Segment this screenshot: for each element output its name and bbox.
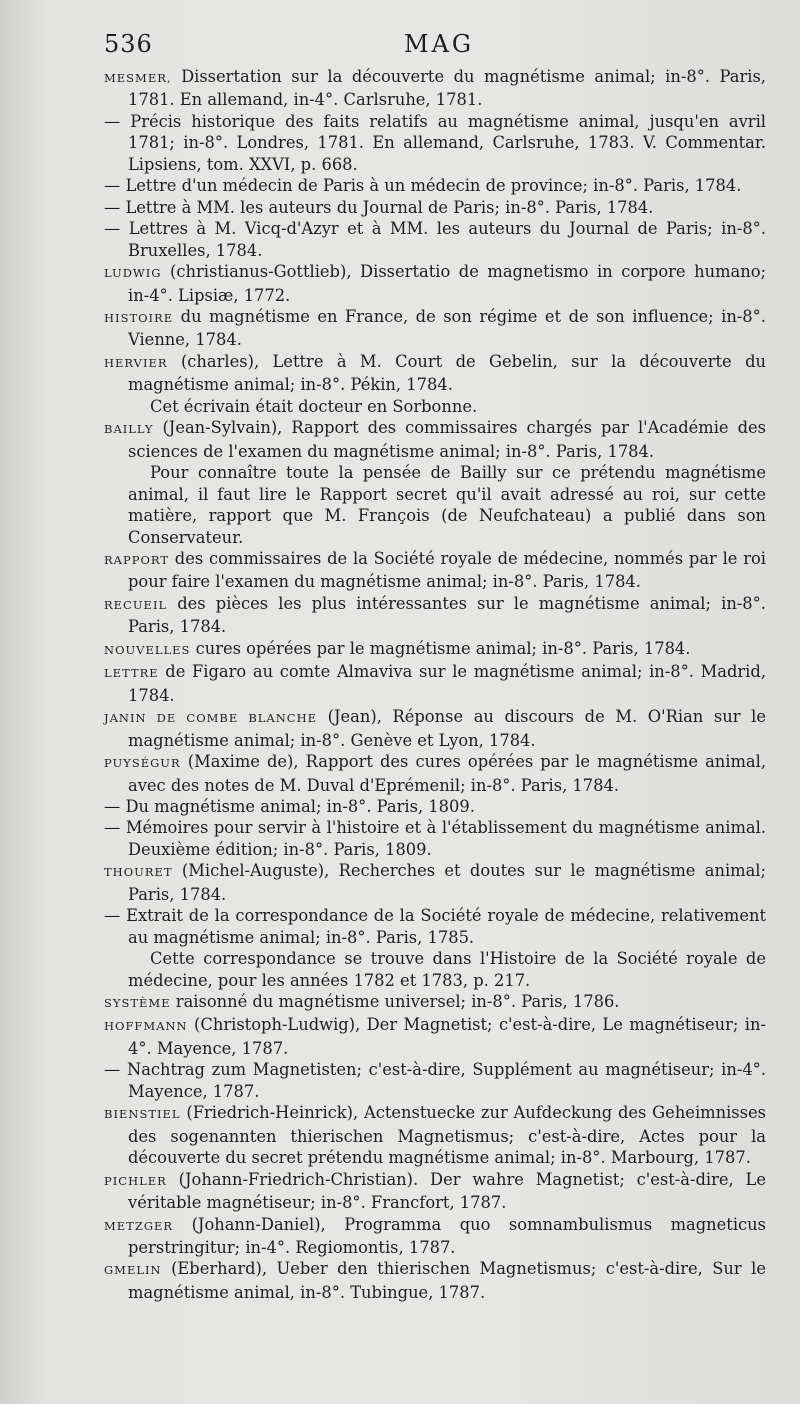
entry-note bbox=[104, 462, 766, 548]
entry-text: (Christoph-Ludwig), Der Magnetist; c'est-à-dire, Le magnétiseur; in-4°. Mayence, 1787. bbox=[128, 1015, 766, 1058]
entry-text: Cette correspondance se trouve dans l'Histoire de la Société royale de médecine, pour les années 1782 et 1783, p. 217. bbox=[128, 949, 766, 990]
bibliography-entry bbox=[104, 593, 766, 638]
bibliography-entry bbox=[104, 261, 766, 306]
entry-text: — Lettres à M. Vicq-d'Azyr et à MM. les auteurs du Journal de Paris; in-8°. Bruxelles, 1784. bbox=[104, 219, 766, 260]
bibliography-entry bbox=[104, 860, 766, 905]
entry-heading: BIENSTIEL bbox=[104, 1107, 181, 1122]
entry-text: (charles), Lettre à M. Court de Gebelin, sur la découverte du magnétisme animal; in-8°. Pékin, 1784. bbox=[128, 351, 766, 395]
entry-text: — Extrait de la correspondance de la Société royale de médecine, relativement au magnétisme animal; in-8°. Paris, 1785. bbox=[104, 906, 766, 947]
entry-text: des pièces les plus intéressantes sur le magnétisme animal; in-8°. Paris, 1784. bbox=[128, 593, 766, 637]
bibliography-entry bbox=[104, 751, 766, 796]
entry-heading: BAILLY bbox=[104, 422, 154, 437]
running-head: MAG bbox=[404, 30, 475, 58]
bibliography-entry bbox=[104, 661, 766, 706]
entry-text: raisonné du magnétisme universel; in-8°. Paris, 1786. bbox=[175, 992, 620, 1012]
entry-text: Pour connaître toute la pensée de Bailly sur ce prétendu magnétisme animal, il faut lire le Rapport secret qu'il avait adressé au roi, sur cette matière, rapport que M. François (de Neufchateau) a publié dans son Conservateur. bbox=[128, 463, 766, 547]
bibliography-entry bbox=[104, 1102, 766, 1168]
entry-text: (Eberhard), Ueber den thierischen Magnetismus; c'est-à-dire, Sur le magnétisme animal, in-8°. Tubingue, 1787. bbox=[128, 1259, 766, 1302]
entry-text: (Friedrich-Heinrick), Actenstuecke zur Aufdeckung des Geheimnisses des sogenannten thierischen Magnetismus; c'est-à-dire, Actes pour la découverte du secret prétendu magnétisme animal; in-8°. Marbourg, 1787. bbox=[128, 1103, 766, 1168]
entry-heading: LETTRE bbox=[104, 666, 159, 681]
entry-heading: HISTOIRE bbox=[104, 310, 174, 325]
entry-heading: HERVIER bbox=[104, 355, 168, 370]
entry-heading: SYSTÈME bbox=[104, 996, 171, 1011]
entry-text: (Johann-Daniel), Programma quo somnambulismus magneticus perstringitur; in-4°. Regiomontis, 1787. bbox=[128, 1214, 766, 1258]
bibliography-entry bbox=[104, 66, 766, 111]
entry-text: (Jean), Réponse au discours de M. O'Rian sur le magnétisme animal; in-8°. Genève et Lyon, 1784. bbox=[128, 707, 766, 750]
entry-text: cures opérées par le magnétisme animal; in-8°. Paris, 1784. bbox=[195, 638, 691, 658]
entry-text: des commissaires de la Société royale de médecine, nommés par le roi pour faire l'examen du magnétisme animal; in-8°. Paris, 1784. bbox=[128, 548, 766, 592]
entry-text: — Lettre d'un médecin de Paris à un médecin de province; in-8°. Paris, 1784. bbox=[104, 176, 742, 196]
bibliography-entry bbox=[104, 548, 766, 593]
bibliography-entry bbox=[104, 796, 766, 817]
entry-heading: METZGER bbox=[104, 1218, 174, 1233]
bibliography-entry bbox=[104, 218, 766, 261]
bibliography-entry bbox=[104, 197, 766, 218]
entry-text: (Johann-Friedrich-Christian). Der wahre Magnetist; c'est-à-dire, Le véritable magnétiseur; in-8°. Francfort, 1787. bbox=[128, 1169, 766, 1213]
entry-heading: PUYSÉGUR bbox=[104, 756, 181, 771]
entry-heading: HOFFMANN bbox=[104, 1019, 188, 1034]
entry-text: (Michel-Auguste), Recherches et doutes sur le magnétisme animal; Paris, 1784. bbox=[128, 861, 766, 904]
bibliography-entry bbox=[104, 1014, 766, 1059]
entry-heading: NOUVELLES bbox=[104, 642, 191, 657]
entry-heading: GMELIN bbox=[104, 1263, 162, 1278]
entry-text: de Figaro au comte Almaviva sur le magnétisme animal; in-8°. Madrid, 1784. bbox=[128, 662, 766, 705]
entry-text: — Du magnétisme animal; in-8°. Paris, 1809. bbox=[104, 796, 475, 816]
bibliography-entry bbox=[104, 817, 766, 860]
entry-text: Cet écrivain était docteur en Sorbonne. bbox=[150, 396, 478, 416]
bibliography-entry bbox=[104, 417, 766, 462]
bibliography-entry bbox=[104, 1258, 766, 1303]
entry-heading: JANIN DE COMBE BLANCHE bbox=[104, 711, 318, 726]
bibliography-entry bbox=[104, 991, 766, 1014]
bibliography-entry bbox=[104, 706, 766, 751]
page-header bbox=[104, 30, 766, 66]
bibliography-entry bbox=[104, 111, 766, 175]
entry-text: du magnétisme en France, de son régime et de son influence; in-8°. Vienne, 1784. bbox=[128, 306, 766, 350]
entry-text: — Précis historique des faits relatifs au magnétisme animal, jusqu'en avril 1781; in-8°. Londres, 1781. En allemand, Carlsruhe, 1783. V. Commentar. Lipsiens, tom. XXVI, p. 668. bbox=[104, 111, 766, 174]
bibliography-entry bbox=[104, 306, 766, 351]
entry-text: (Maxime de), Rapport des cures opérées par le magnétisme animal, avec des notes de M. Duval d'Eprémenil; in-8°. Paris, 1784. bbox=[128, 752, 766, 795]
bibliography-entry bbox=[104, 1169, 766, 1214]
bibliography-entry bbox=[104, 638, 766, 661]
bibliography-entry bbox=[104, 1214, 766, 1259]
entry-heading: RAPPORT bbox=[104, 552, 169, 567]
page-number: 536 bbox=[104, 30, 153, 58]
bibliography-entry bbox=[104, 1059, 766, 1102]
entry-text: — Lettre à MM. les auteurs du Journal de Paris; in-8°. Paris, 1784. bbox=[104, 197, 654, 217]
bibliography-entry bbox=[104, 905, 766, 948]
entry-heading: PICHLER bbox=[104, 1173, 167, 1188]
entry-heading: MESMER, bbox=[104, 71, 172, 85]
entry-text: (christianus-Gottlieb), Dissertatio de magnetismo in corpore humano; in-4°. Lipsiæ, 1772. bbox=[128, 262, 766, 305]
entry-text: — Mémoires pour servir à l'histoire et à l'établissement du magnétisme animal. Deuxième édition; in-8°. Paris, 1809. bbox=[104, 818, 766, 859]
bibliography-entries bbox=[104, 66, 766, 1303]
entry-note bbox=[104, 396, 766, 417]
entry-note bbox=[104, 948, 766, 991]
entry-heading: RECUEIL bbox=[104, 597, 168, 612]
bibliography-entry bbox=[104, 351, 766, 396]
entry-text: — Nachtrag zum Magnetisten; c'est-à-dire, Supplément au magnétiseur; in-4°. Mayence, 1787. bbox=[104, 1060, 766, 1101]
entry-heading: THOURET bbox=[104, 865, 173, 880]
entry-heading: LUDWIG bbox=[104, 266, 162, 281]
entry-text: Dissertation sur la découverte du magnétisme animal; in-8°. Paris, 1781. En allemand, in-4°. Carlsruhe, 1781. bbox=[128, 67, 766, 110]
entry-text: (Jean-Sylvain), Rapport des commissaires chargés par l'Académie des sciences de l'examen du magnétisme animal; in-8°. Paris, 1784. bbox=[128, 418, 766, 461]
bibliography-entry bbox=[104, 175, 766, 196]
